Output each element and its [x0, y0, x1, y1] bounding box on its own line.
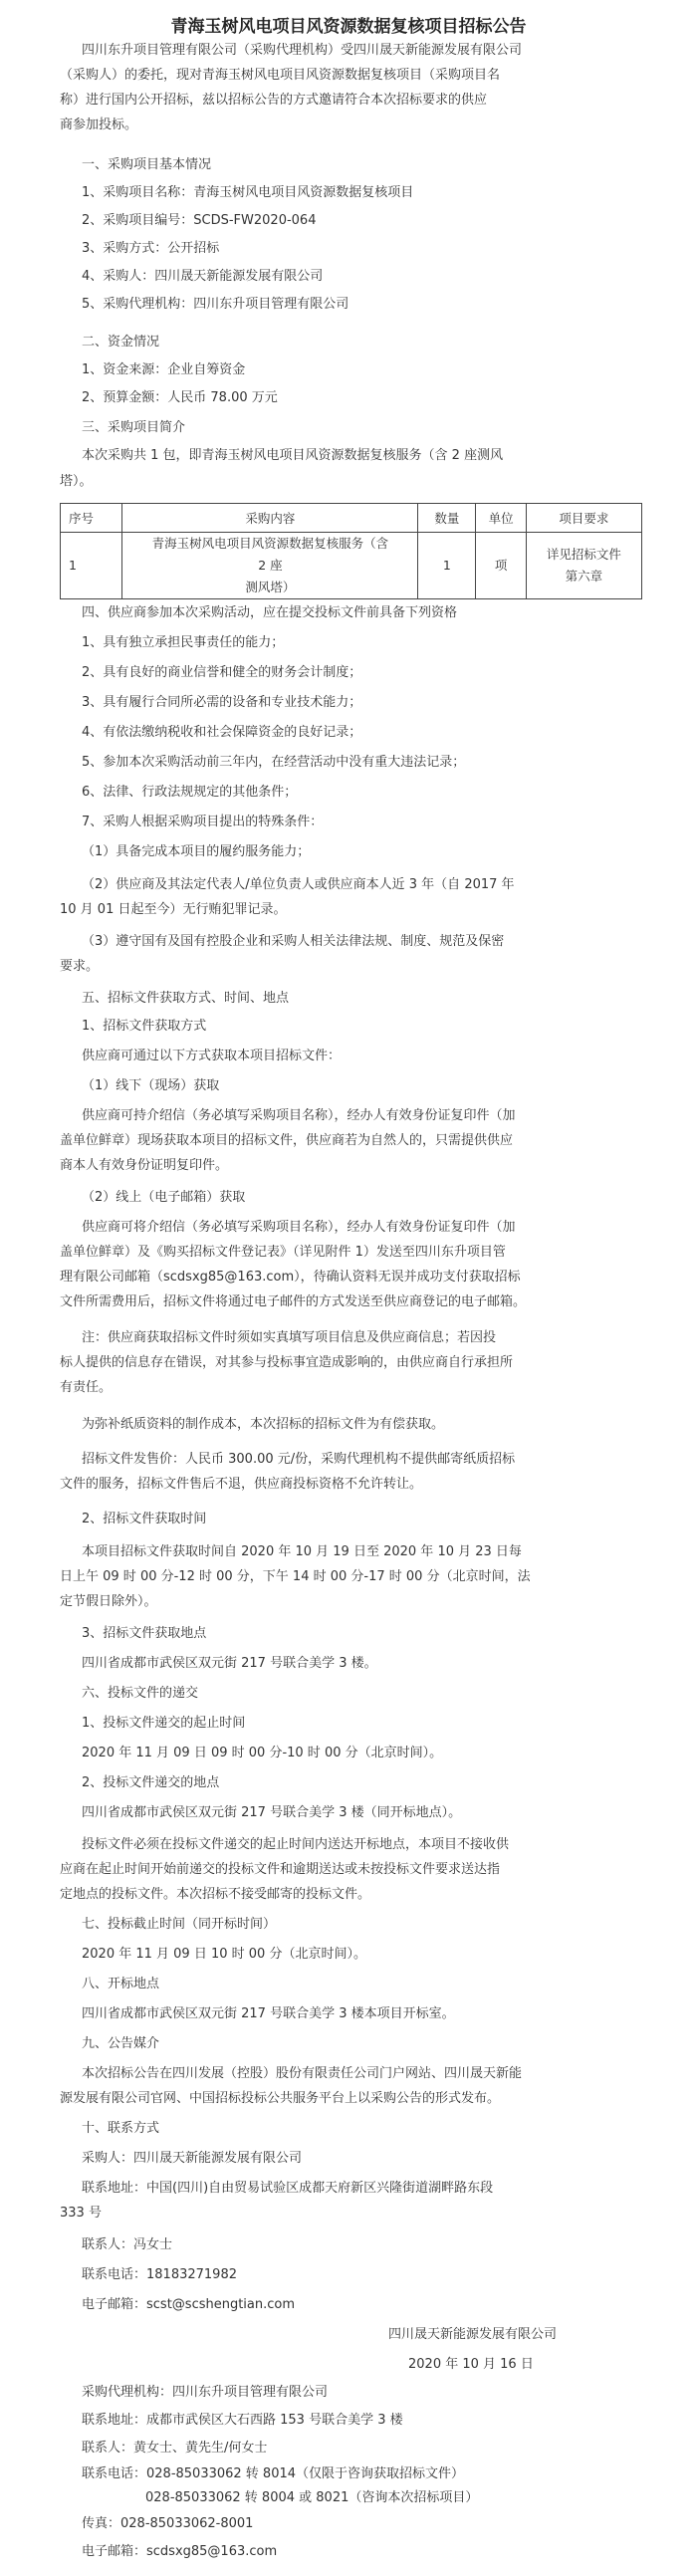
paragraph-line: 本项目招标文件获取时间自 2020 年 10 月 19 日至 2020 年 10 月 23 日每	[82, 1544, 522, 1559]
intro-line: 商参加投标。	[60, 117, 138, 132]
contact-line: 电子邮箱：scst@scshengtian.com	[82, 2297, 296, 2312]
contact-line: 028-85033062 转 8004 或 8021（咨询本次招标项目）	[145, 2490, 479, 2505]
list-item: 5、参加本次采购活动前三年内，在经营活动中没有重大违法记录；	[82, 755, 466, 770]
list-item: 1、资金来源：企业自筹资金	[82, 362, 246, 377]
sub-item: （1）线下（现场）获取	[82, 1078, 220, 1093]
list-item: 1、具有独立承担民事责任的能力；	[82, 635, 285, 650]
list-item: 1、采购项目名称：青海玉树风电项目风资源数据复核项目	[82, 185, 414, 200]
note-line: 有责任。	[60, 1380, 113, 1395]
signature-company: 四川晟天新能源发展有限公司	[388, 2327, 558, 2342]
table-cell-unit: 项	[476, 533, 526, 599]
content-line: 测风塔）	[245, 580, 296, 594]
project-table	[60, 503, 642, 599]
list-item: 6、法律、行政法规规定的其他条件；	[82, 785, 298, 800]
req-line: 第六章	[565, 569, 603, 584]
section-heading: 十、联系方式	[82, 2121, 160, 2136]
section-heading: 五、招标文件获取方式、时间、地点	[82, 991, 290, 1006]
table-header-cell: 单位	[476, 504, 526, 533]
table-cell-no: 1	[61, 533, 122, 599]
req-line: 详见招标文件	[546, 547, 621, 562]
content-line: 青海玉树风电项目风资源数据复核服务（含 2 座	[151, 536, 389, 573]
table-row	[61, 533, 642, 599]
paragraph-line: 文件所需费用后，招标文件将通过电子邮件的方式发送至供应商登记的电子邮箱。	[60, 1294, 527, 1309]
note-line: 投标文件必须在投标文件递交的起止时间内送达开标地点，本项目不接收供	[82, 1837, 510, 1852]
desc-line: 本次采购共 1 包，即青海玉树风电项目风资源数据复核服务（含 2 座测风	[82, 448, 504, 463]
signature-date: 2020 年 10 月 16 日	[408, 2357, 534, 2372]
section-heading: 四、供应商参加本次采购活动，应在提交投标文件前具备下列资格	[82, 605, 458, 620]
sub-item: 要求。	[60, 959, 100, 974]
paragraph-line: 定节假日除外）。	[60, 1594, 157, 1609]
intro-line: 四川东升项目管理有限公司（采购代理机构）受四川晟天新能源发展有限公司	[82, 43, 523, 58]
table-cell-content	[122, 533, 418, 599]
list-item: 3、采购方式：公开招标	[82, 241, 220, 256]
intro-line: （采购人）的委托，现对青海玉树风电项目风资源数据复核项目（采购项目名	[60, 68, 501, 83]
paragraph-line: 为弥补纸质资料的制作成本，本次招标的招标文件为有偿获取。	[82, 1417, 445, 1432]
contact-line: 电子邮箱：scdsxg85@163.com	[82, 2544, 278, 2559]
contact-line: 采购代理机构：四川东升项目管理有限公司	[82, 2385, 329, 2400]
paragraph-line: 2020 年 11 月 09 日 10 时 00 分（北京时间）。	[82, 1947, 366, 1962]
list-item: 4、采购人：四川晟天新能源发展有限公司	[82, 269, 324, 284]
paragraph-line: 供应商可通过以下方式获取本项目招标文件：	[82, 1049, 342, 1063]
sub-heading: 3、招标文件获取地点	[82, 1626, 207, 1641]
list-item: 4、有依法缴纳税收和社会保障资金的良好记录；	[82, 725, 362, 740]
section-heading: 三、采购项目简介	[82, 420, 186, 435]
section-heading: 八、开标地点	[82, 1977, 160, 1991]
section-heading: 二、资金情况	[82, 335, 160, 350]
contact-line: 333 号	[60, 2206, 102, 2221]
paragraph-line: 2020 年 11 月 09 日 09 时 00 分-10 时 00 分（北京时间）。	[82, 1746, 443, 1760]
paragraph-line: 源发展有限公司官网、中国招标投标公共服务平台上以采购公告的形式发布。	[60, 2091, 501, 2106]
sub-item: （3）遵守国有及国有控股企业和采购人相关法律法规、制度、规范及保密	[82, 934, 505, 949]
sub-item: （1）具备完成本项目的履约服务能力；	[82, 844, 311, 859]
contact-line: 联系电话：028-85033062 转 8014（仅限于咨询获取招标文件）	[82, 2466, 465, 2481]
paragraph-line: 理有限公司邮箱（scdsxg85@163.com），待确认资料无误并成功支付获取招标	[60, 1270, 521, 1285]
paragraph-line: 供应商可将介绍信（务必填写采购项目名称），经办人有效身份证复印件（加	[82, 1220, 516, 1235]
contact-line: 联系电话：18183271982	[82, 2267, 237, 2282]
paragraph-line: 供应商可持介绍信（务必填写采购项目名称），经办人有效身份证复印件（加	[82, 1108, 516, 1123]
list-item: 2、预算金额：人民币 78.00 万元	[82, 390, 278, 405]
sub-item: （2）供应商及其法定代表人/单位负责人或供应商本人近 3 年（自 2017 年	[82, 877, 515, 892]
section-heading: 七、投标截止时间（同开标时间）	[82, 1917, 277, 1932]
table-cell-qty: 1	[418, 533, 476, 599]
section-heading: 九、公告媒介	[82, 2036, 160, 2051]
sub-item: （2）线上（电子邮箱）获取	[82, 1190, 246, 1205]
table-header-row	[61, 504, 642, 533]
contact-line: 传真：028-85033062-8001	[82, 2516, 254, 2531]
paragraph-line: 盖单位鲜章）及《购买招标文件登记表》（详见附件 1）发送至四川东升项目管	[60, 1245, 506, 1260]
sub-item: 10 月 01 日起至今）无行贿犯罪记录。	[60, 902, 287, 917]
section-heading: 六、投标文件的递交	[82, 1686, 199, 1701]
list-item: 2、采购项目编号：SCDS-FW2020-064	[82, 213, 317, 228]
table-cell-req	[526, 533, 641, 599]
contact-line: 联系地址：中国(四川)自由贸易试验区成都天府新区兴隆街道湖畔路东段	[82, 2181, 494, 2196]
desc-line: 塔）。	[60, 474, 93, 489]
list-item: 7、采购人根据采购项目提出的特殊条件：	[82, 815, 324, 829]
sub-heading: 2、招标文件获取时间	[82, 1512, 207, 1526]
table-header-cell: 采购内容	[122, 504, 418, 533]
paragraph-line: 招标文件发售价：人民币 300.00 元/份，采购代理机构不提供邮寄纸质招标	[82, 1452, 516, 1467]
paragraph-line: 四川省成都市武侯区双元街 217 号联合美学 3 楼本项目开标室。	[82, 2006, 455, 2021]
note-line: 标人提供的信息存在错误，对其参与投标事宜造成影响的，由供应商自行承担所	[60, 1355, 514, 1370]
intro-line: 称）进行国内公开招标，兹以招标公告的方式邀请符合本次招标要求的供应	[60, 93, 488, 108]
table-header-cell: 数量	[418, 504, 476, 533]
paragraph-line: 商本人有效身份证明复印件。	[60, 1158, 229, 1173]
sub-heading: 1、投标文件递交的起止时间	[82, 1716, 246, 1731]
note-line: 注：供应商获取招标文件时须如实真填写项目信息及供应商信息；若因投	[82, 1330, 497, 1345]
note-line: 应商在起止时间开始前递交的投标文件和逾期送达或未按投标文件要求送达指	[60, 1862, 501, 1877]
table-header-cell: 序号	[61, 504, 122, 533]
contact-line: 联系人：冯女士	[82, 2237, 173, 2252]
sub-heading: 2、投标文件递交的地点	[82, 1775, 220, 1790]
paragraph-line: 日上午 09 时 00 分-12 时 00 分，下午 14 时 00 分-17 时 00 分（北京时间，法	[60, 1569, 531, 1584]
list-item: 5、采购代理机构：四川东升项目管理有限公司	[82, 297, 349, 312]
paragraph-line: 四川省成都市武侯区双元街 217 号联合美学 3 楼。	[82, 1656, 377, 1671]
section-heading: 一、采购项目基本情况	[82, 157, 212, 172]
page-title: 青海玉树风电项目风资源数据复核项目招标公告	[170, 17, 527, 37]
contact-line: 联系人：黄女士、黄先生/何女士	[82, 2441, 268, 2456]
list-item: 3、具有履行合同所必需的设备和专业技术能力；	[82, 695, 362, 710]
sub-heading: 1、招标文件获取方式	[82, 1019, 207, 1034]
contact-line: 联系地址：成都市武侯区大石西路 153 号联合美学 3 楼	[82, 2413, 403, 2428]
contact-line: 采购人：四川晟天新能源发展有限公司	[82, 2151, 303, 2166]
paragraph-line: 四川省成都市武侯区双元街 217 号联合美学 3 楼（同开标地点）。	[82, 1805, 462, 1820]
table-header-cell: 项目要求	[526, 504, 641, 533]
note-line: 定地点的投标文件。本次招标不接受邮寄的投标文件。	[60, 1887, 371, 1902]
paragraph-line: 盖单位鲜章）现场获取本项目的招标文件，供应商若为自然人的，只需提供供应	[60, 1133, 514, 1148]
paragraph-line: 本次招标公告在四川发展（控股）股份有限责任公司门户网站、四川晟天新能	[82, 2066, 523, 2081]
paragraph-line: 文件的服务，招标文件售后不退，供应商投标资格不允许转让。	[60, 1477, 423, 1492]
list-item: 2、具有良好的商业信誉和健全的财务会计制度；	[82, 665, 362, 680]
